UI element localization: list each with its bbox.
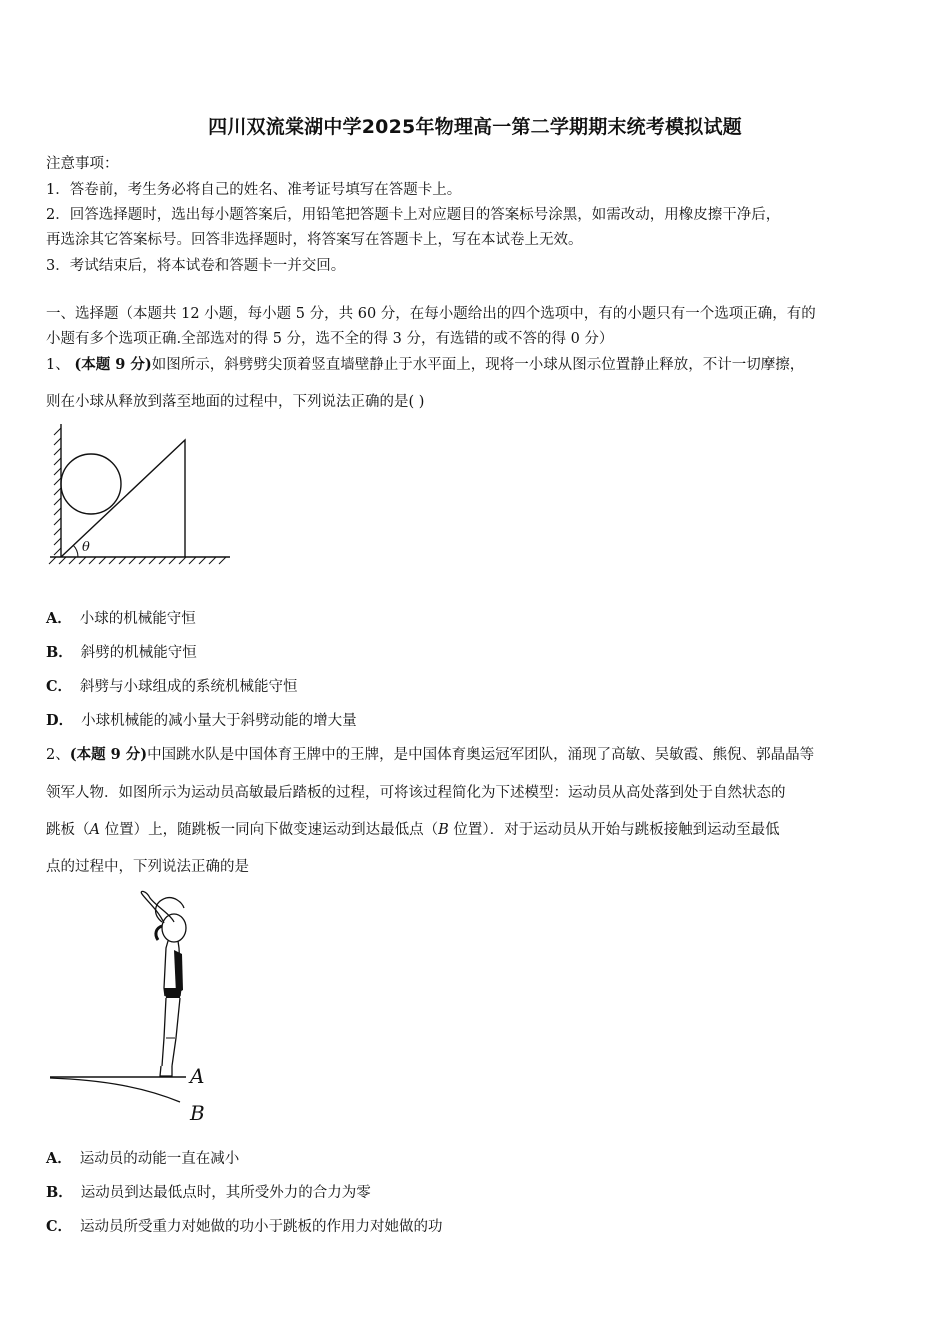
q1-text-1: 如图所示，斜劈劈尖顶着竖直墙壁静止于水平面上，现将一小球从图示位置静止释放，不计一切摩擦， xyxy=(151,357,805,373)
q1-option-b-text: 斜劈的机械能守恒 xyxy=(80,645,197,661)
q2-option-b-letter: B． xyxy=(46,1184,73,1201)
q2-option-c-letter: C． xyxy=(46,1218,73,1235)
q2-figure-label-a: A xyxy=(190,1064,205,1088)
q2-tag: (本题 9 分) xyxy=(69,746,148,763)
q2-stem-line-2: 领军人物．如图所示为运动员高敏最后踏板的过程，可将该过程简化为下述模型：运动员从高处落到处于自然状态的 xyxy=(46,785,786,801)
q2-option-b-text: 运动员到达最低点时，其所受外力的合力为零 xyxy=(80,1185,371,1201)
q1-option-d xyxy=(46,709,357,730)
q2-stem-line-4: 点的过程中，下列说法正确的是 xyxy=(46,859,249,875)
q2-stem-line-1 xyxy=(46,743,814,764)
notice-item-3: 3．考试结束后，将本试卷和答题卡一并交回。 xyxy=(46,258,346,274)
q2-text-3e: 位置）．对于运动员从开始与跳板接触到运动至最低 xyxy=(448,822,780,838)
q1-option-c-letter: C． xyxy=(46,678,73,695)
q1-option-b xyxy=(46,641,197,662)
q2-option-a-text: 运动员的动能一直在减小 xyxy=(79,1151,240,1167)
q1-option-a-text: 小球的机械能守恒 xyxy=(79,611,196,627)
q2-option-c-text: 运动员所受重力对她做的功小于跳板的作用力对她做的功 xyxy=(80,1219,443,1235)
q1-tag: (本题 9 分) xyxy=(74,356,152,373)
q1-number: 1、 xyxy=(46,357,70,373)
q2-number: 2、 xyxy=(46,747,70,763)
q1-option-a-letter: A． xyxy=(46,610,72,627)
notice-item-2-cont: 再选涂其它答案标号。回答非选择题时，将答案写在答题卡上，写在本试卷上无效。 xyxy=(46,232,583,248)
q1-option-c xyxy=(46,675,298,696)
notice-heading: 注意事项： xyxy=(46,156,119,172)
q2-option-a-letter: A． xyxy=(46,1150,72,1167)
q2-text-3c: 位置）上，随跳板一同向下做变速运动到达最低点（ xyxy=(99,822,439,838)
section-heading-line-2: 小题有多个选项正确.全部选对的得 5 分，选不全的得 3 分，有选错的或不答的得 0 分） xyxy=(46,331,614,347)
section-heading-line-1: 一、选择题（本题共 12 小题，每小题 5 分，共 60 分，在每小题给出的四个选项中，有的小题只有一个选项正确，有的 xyxy=(46,306,816,322)
q2-text-3b: A xyxy=(89,822,100,838)
q1-option-b-letter: B． xyxy=(46,644,73,661)
q2-option-a xyxy=(46,1147,239,1168)
q1-figure-wedge xyxy=(46,420,236,570)
q2-text-3a: 跳板（ xyxy=(46,822,90,838)
q1-option-d-text: 小球机械能的减小量大于斜劈动能的增大量 xyxy=(81,713,357,729)
q1-stem-line-2: 则在小球从释放到落至地面的过程中，下列说法正确的是( ) xyxy=(46,394,425,410)
notice-item-2: 2．回答选择题时，选出每小题答案后，用铅笔把答题卡上对应题目的答案标号涂黑，如需改动，用橡皮擦干净后， xyxy=(46,207,781,223)
q1-option-a xyxy=(46,607,196,628)
q1-option-c-text: 斜劈与小球组成的系统机械能守恒 xyxy=(80,679,298,695)
q2-option-c xyxy=(46,1215,443,1236)
page-title: 四川双流棠湖中学2025年物理高一第二学期期末统考模拟试题 xyxy=(208,116,742,138)
q1-figure-theta: θ xyxy=(82,540,90,555)
notice-item-1: 1．答卷前，考生务必将自己的姓名、准考证号填写在答题卡上。 xyxy=(46,182,462,198)
q2-figure-diver xyxy=(46,888,226,1133)
q2-figure-label-b: B xyxy=(190,1101,205,1125)
q1-stem-line-1 xyxy=(46,353,804,374)
q1-option-d-letter: D． xyxy=(46,712,74,729)
q2-stem-line-3 xyxy=(46,818,780,839)
q2-option-b xyxy=(46,1181,371,1202)
q2-text-3d: B xyxy=(438,822,449,838)
q2-text-1: 中国跳水队是中国体育王牌中的王牌，是中国体育奥运冠军团队，涌现了高敏、吴敏霞、熊倪、郭晶晶等 xyxy=(147,747,815,763)
